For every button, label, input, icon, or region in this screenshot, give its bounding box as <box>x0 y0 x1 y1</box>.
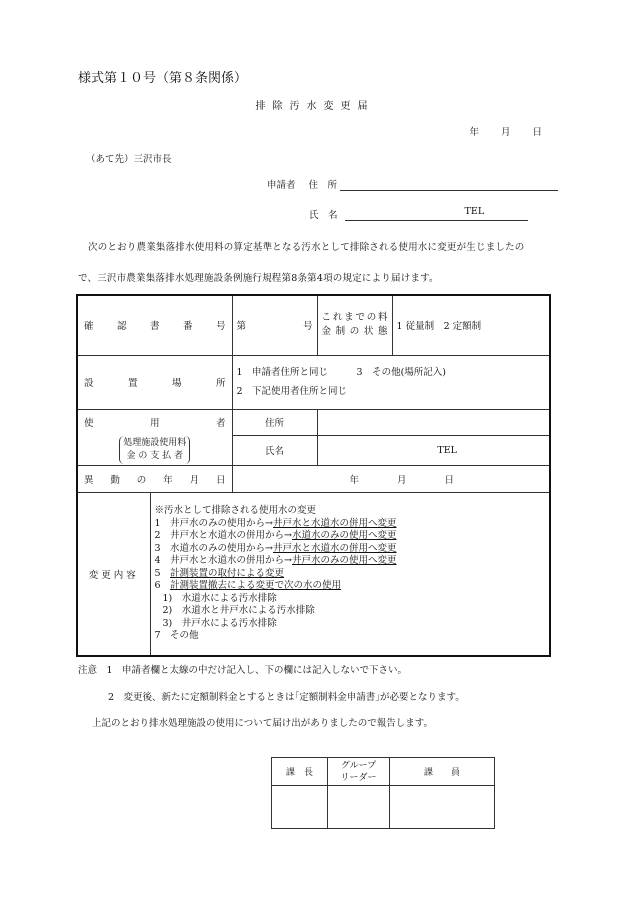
applicant-name-row <box>309 206 528 221</box>
user-name-label: 氏名 <box>232 435 317 465</box>
report-statement: 上記のとおり排水処理施設の使用について届け出がありましたので報告します。 <box>92 718 434 729</box>
change-item-7: 7 その他 <box>154 630 199 641</box>
user-address-row <box>77 409 550 435</box>
approval-chief-label: 課 長 <box>272 758 328 786</box>
change-sub-1: 1) 水道水による汚水排除 <box>162 592 277 604</box>
change-item-1: 1 井戸水のみの使用から→井戸水と水道水の併用へ変更 <box>154 517 397 529</box>
user-label: 使用者 <box>84 418 226 430</box>
user-name-field[interactable] <box>317 435 550 465</box>
name-label: 氏 名 <box>309 210 338 221</box>
applicant-label: 申請者 <box>267 180 296 191</box>
confirmation-no-prefix: 第 <box>236 321 247 333</box>
application-table <box>76 294 551 657</box>
location-row <box>77 355 550 409</box>
prior-fee-state-label: これまでの料金制の状態 <box>321 312 388 338</box>
approval-chief-stamp[interactable] <box>272 786 328 829</box>
approval-group-leader-stamp[interactable] <box>328 786 390 829</box>
submission-date <box>447 124 542 138</box>
prior-fee-state-options[interactable]: 1 従量制 2 定額制 <box>392 295 550 355</box>
location-option-2: 2 下記使用者住所と同じ <box>236 386 348 397</box>
change-item-3: 3 水道水のみの使用から→井戸水と水道水の併用へ変更 <box>154 542 397 554</box>
change-date-label: 異動の年月日 <box>84 474 226 486</box>
change-content-label: 変更内容 <box>77 492 150 656</box>
approval-staff-stamp[interactable] <box>390 786 495 829</box>
confirmation-no-suffix: 号 <box>303 321 313 333</box>
change-date-row <box>77 465 550 492</box>
date-year-label: 年 <box>469 127 479 138</box>
location-option-1-3: 1 申請者住所と同じ 3 その他(場所記入) <box>236 367 447 378</box>
change-sub-3: 3) 井戸水による汚水排除 <box>162 617 277 629</box>
intro-line-1: 次のとおり農業集落排水使用料の算定基準となる汚水として排除される使用水に変更が生じましたの <box>88 242 525 253</box>
user-tel-label: TEL <box>437 444 457 456</box>
change-content-list[interactable] <box>150 492 550 656</box>
confirmation-row <box>77 295 550 355</box>
approval-table <box>271 757 495 829</box>
applicant-address-field[interactable] <box>340 176 558 191</box>
user-address-field[interactable] <box>317 409 550 435</box>
approval-staff-label: 課 員 <box>390 758 495 786</box>
payer-label: 処理施設使用料 金 の 支 払 者 <box>119 436 190 464</box>
change-content-row <box>77 492 550 656</box>
form-title: 排除汚水変更届 <box>255 101 375 112</box>
change-sub-2: 2) 水道水と井戸水による汚水排除 <box>162 605 315 616</box>
address-label: 住 所 <box>308 180 338 191</box>
confirmation-number-label: 確認書番号 <box>84 321 226 333</box>
change-item-4: 4 井戸水と水道水の併用から→井戸水のみの使用へ変更 <box>154 555 397 566</box>
addressee: （あて先）三沢市長 <box>86 154 172 165</box>
applicant-tel-label: TEL <box>464 206 485 217</box>
date-day-label: 日 <box>532 127 542 138</box>
applicant-address-row <box>267 176 558 191</box>
user-address-label: 住所 <box>232 409 317 435</box>
change-heading: ※汚水として排除される使用水の変更 <box>154 505 317 516</box>
confirmation-number-field[interactable] <box>232 295 317 355</box>
approval-group-leader-label: グループ リーダー <box>328 758 390 786</box>
change-item-5: 5 計測装置の取付による変更 <box>154 567 285 579</box>
date-month-label: 月 <box>500 127 511 138</box>
user-name-row <box>77 435 550 465</box>
change-item-6: 6 計測装置撤去による変更で次の水の使用 <box>154 580 342 591</box>
change-date-field[interactable]: 年 月 日 <box>232 465 550 492</box>
change-item-2: 2 井戸水と水道水の併用から→水道水のみの使用へ変更 <box>154 530 397 541</box>
intro-line-2: で、三沢市農業集落排水処理施設条例施行規程第8条第4項の規定により届けます。 <box>78 273 439 284</box>
form-number: 様式第１０号（第８条関係） <box>78 71 248 86</box>
applicant-name-field[interactable] <box>345 206 528 221</box>
note-2: 2 変更後、新たに定額制料金とするときは｢定額制料金申請書｣が必要となります。 <box>108 692 465 703</box>
note-1: 注意 1 申請者欄と太線の中だけ記入し、下の欄には記入しないで下さい。 <box>78 665 408 676</box>
location-label: 設置場所 <box>84 378 226 389</box>
location-options[interactable] <box>232 355 550 409</box>
